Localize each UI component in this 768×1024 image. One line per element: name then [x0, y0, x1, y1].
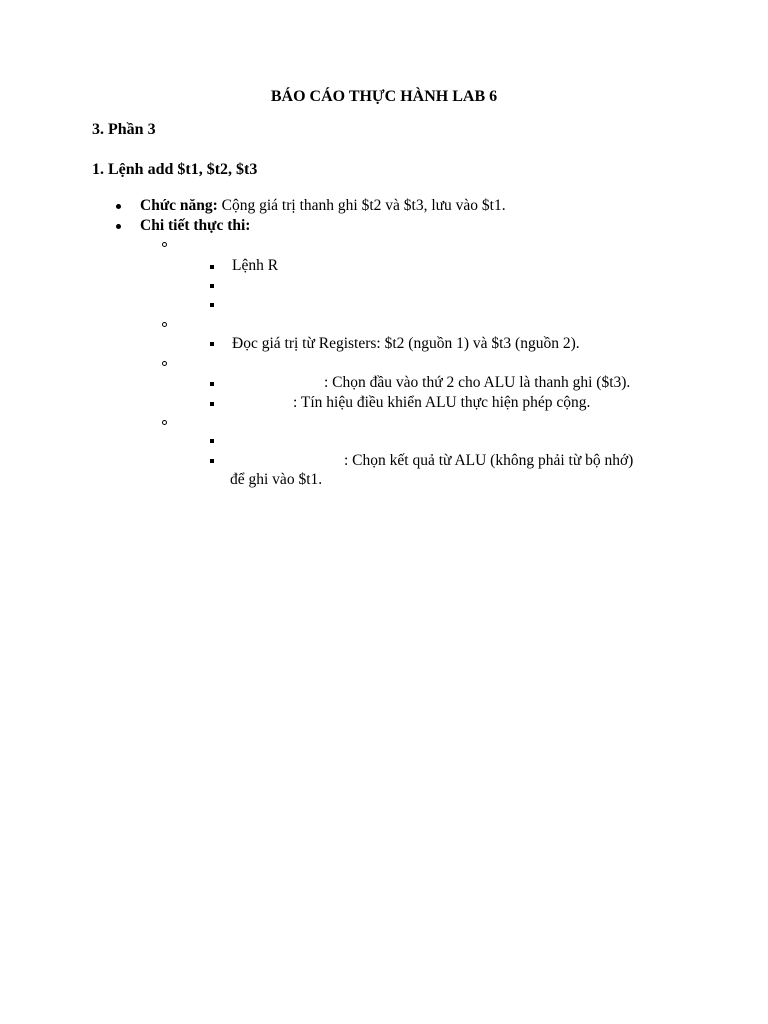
circle-bullet-icon: [162, 242, 167, 247]
circle-bullet-icon: [162, 322, 167, 327]
square-bullet-icon: [210, 382, 214, 386]
circle-bullet-icon: [162, 420, 167, 425]
detail-instruction-type: Lệnh R: [232, 257, 279, 274]
subsection-heading: 1. Lệnh add $t1, $t2, $t3: [92, 161, 258, 178]
bullet-icon: [116, 224, 121, 229]
detail-mem-to-reg-line1: : Chọn kết quả từ ALU (không phải từ bộ nhớ): [344, 452, 634, 469]
document-title: BÁO CÁO THỰC HÀNH LAB 6: [270, 88, 498, 105]
detail-alu-src: : Chọn đầu vào thứ 2 cho ALU là thanh ghi ($t3).: [324, 374, 631, 391]
bullet-icon: [116, 204, 121, 209]
list-item-details: Chi tiết thực thi:: [140, 217, 251, 234]
square-bullet-icon: [210, 284, 214, 288]
square-bullet-icon: [210, 459, 214, 463]
square-bullet-icon: [210, 265, 214, 269]
circle-bullet-icon: [162, 361, 167, 366]
square-bullet-icon: [210, 303, 214, 307]
detail-read-registers: Đọc giá trị từ Registers: $t2 (nguồn 1) và $t3 (nguồn 2).: [232, 335, 580, 352]
function-label: Chức năng:: [140, 197, 218, 214]
function-text: Cộng giá trị thanh ghi $t2 và $t3, lưu vào $t1.: [217, 197, 506, 214]
detail-alu-op: : Tín hiệu điều khiển ALU thực hiện phép cộng.: [293, 394, 591, 411]
detail-mem-to-reg-line2: để ghi vào $t1.: [230, 471, 323, 488]
square-bullet-icon: [210, 439, 214, 443]
square-bullet-icon: [210, 342, 214, 346]
section-heading: 3. Phần 3: [92, 121, 156, 138]
list-item-function: [140, 198, 506, 214]
square-bullet-icon: [210, 402, 214, 406]
